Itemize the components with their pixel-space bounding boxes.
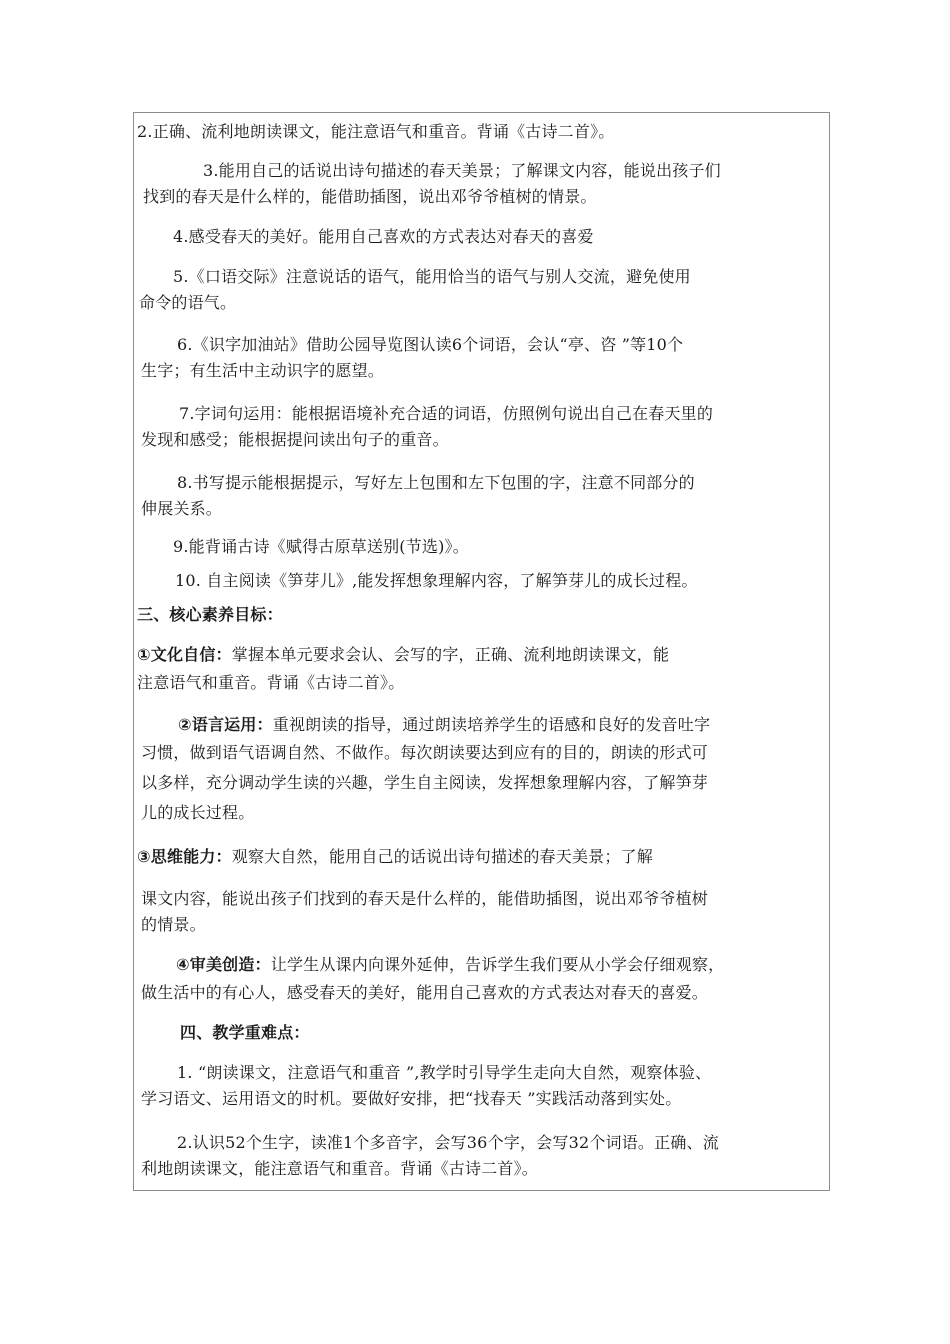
language-use-line-3: 以多样，充分调动学生读的兴趣，学生自主阅读，发挥想象理解内容，了解笋芽 — [141, 773, 709, 792]
objective-7-line-2: 发现和感受；能根据提问读出句子的重音。 — [141, 430, 449, 449]
objective-7-line-1: 7.字词句运用：能根据语境补充合适的词语，仿照例句说出自己在春天里的 — [179, 404, 714, 423]
objective-6-line-2: 生字；有生活中主动识字的愿望。 — [141, 361, 385, 380]
objective-9: 9.能背诵古诗《赋得古原草送别(节选)》。 — [173, 537, 469, 556]
objective-6-line-1: 6.《识字加油站》借助公园导览图认读6个词语，会认“亭、咨 ”等10个 — [177, 335, 684, 354]
language-use-line-1 — [178, 715, 710, 735]
language-use-label: ②语言运用： — [178, 715, 273, 734]
section-heading-core-literacy: 三、核心素养目标： — [137, 605, 283, 624]
cultural-confidence-line-2: 注意语气和重音。背诵《古诗二首》。 — [137, 673, 405, 692]
objective-2: 2.正确、流利地朗读课文，能注意语气和重音。背诵《古诗二首》。 — [137, 122, 615, 141]
cultural-confidence-label: ①文化自信： — [137, 645, 232, 664]
objective-5-line-1: 5.《口语交际》注意说话的语气，能用恰当的语气与别人交流，避免使用 — [173, 267, 691, 286]
thinking-ability-text: 观察大自然，能用自己的话说出诗句描述的春天美景；了解 — [231, 847, 653, 866]
cultural-confidence-text: 掌握本单元要求会认、会写的字，正确、流利地朗读课文，能 — [231, 645, 670, 664]
key-point-2-line-2: 利地朗读课文，能注意语气和重音。背诵《古诗二首》。 — [141, 1159, 539, 1178]
thinking-ability-label: ③思维能力： — [137, 847, 232, 866]
key-point-2-line-1: 2.认识52个生字，读准1个多音字，会写36个字，会写32个词语。正确、流 — [177, 1133, 719, 1152]
aesthetic-creation-label: ④审美创造： — [176, 955, 271, 974]
aesthetic-creation-line-2: 做生活中的有心人，感受春天的美好，能用自己喜欢的方式表达对春天的喜爱。 — [141, 983, 709, 1002]
thinking-ability-line-2: 课文内容，能说出孩子们找到的春天是什么样的，能借助插图，说出邓爷爷植树 — [141, 889, 709, 908]
objective-4: 4.感受春天的美好。能用自己喜欢的方式表达对春天的喜爱 — [173, 227, 594, 246]
language-use-line-2: 习惯，做到语气语调自然、不做作。每次朗读要达到应有的目的，朗读的形式可 — [141, 743, 709, 762]
section-heading-key-points: 四、教学重难点： — [180, 1023, 310, 1042]
objective-5-line-2: 命令的语气。 — [139, 293, 237, 312]
cultural-confidence-line-1 — [137, 645, 669, 665]
language-use-line-4: 儿的成长过程。 — [141, 803, 255, 822]
objective-10: 10. 自主阅读《笋芽儿》,能发挥想象理解内容，了解笋芽儿的成长过程。 — [175, 571, 698, 590]
objective-8-line-2: 伸展关系。 — [141, 499, 223, 518]
aesthetic-creation-line-1 — [176, 955, 724, 975]
thinking-ability-line-1 — [137, 847, 653, 867]
objective-3-line-2: 找到的春天是什么样的，能借助插图，说出邓爷爷植树的情景。 — [143, 187, 597, 206]
objective-3-line-1: 3.能用自己的话说出诗句描述的春天美景；了解课文内容，能说出孩子们 — [203, 161, 721, 180]
key-point-1-line-1: 1. “朗读课文，注意语气和重音 ”,教学时引导学生走向大自然，观察体验、 — [177, 1063, 712, 1082]
aesthetic-creation-text: 让学生从课内向课外延伸，告诉学生我们要从小学会仔细观察， — [270, 955, 725, 974]
thinking-ability-line-3: 的情景。 — [141, 915, 206, 934]
language-use-text: 重视朗读的指导，通过朗读培养学生的语感和良好的发音吐字 — [272, 715, 711, 734]
objective-8-line-1: 8.书写提示能根据提示，写好左上包围和左下包围的字，注意不同部分的 — [177, 473, 695, 492]
key-point-1-line-2: 学习语文、运用语文的时机。要做好安排，把“找春天 ”实践活动落到实处。 — [141, 1089, 682, 1108]
